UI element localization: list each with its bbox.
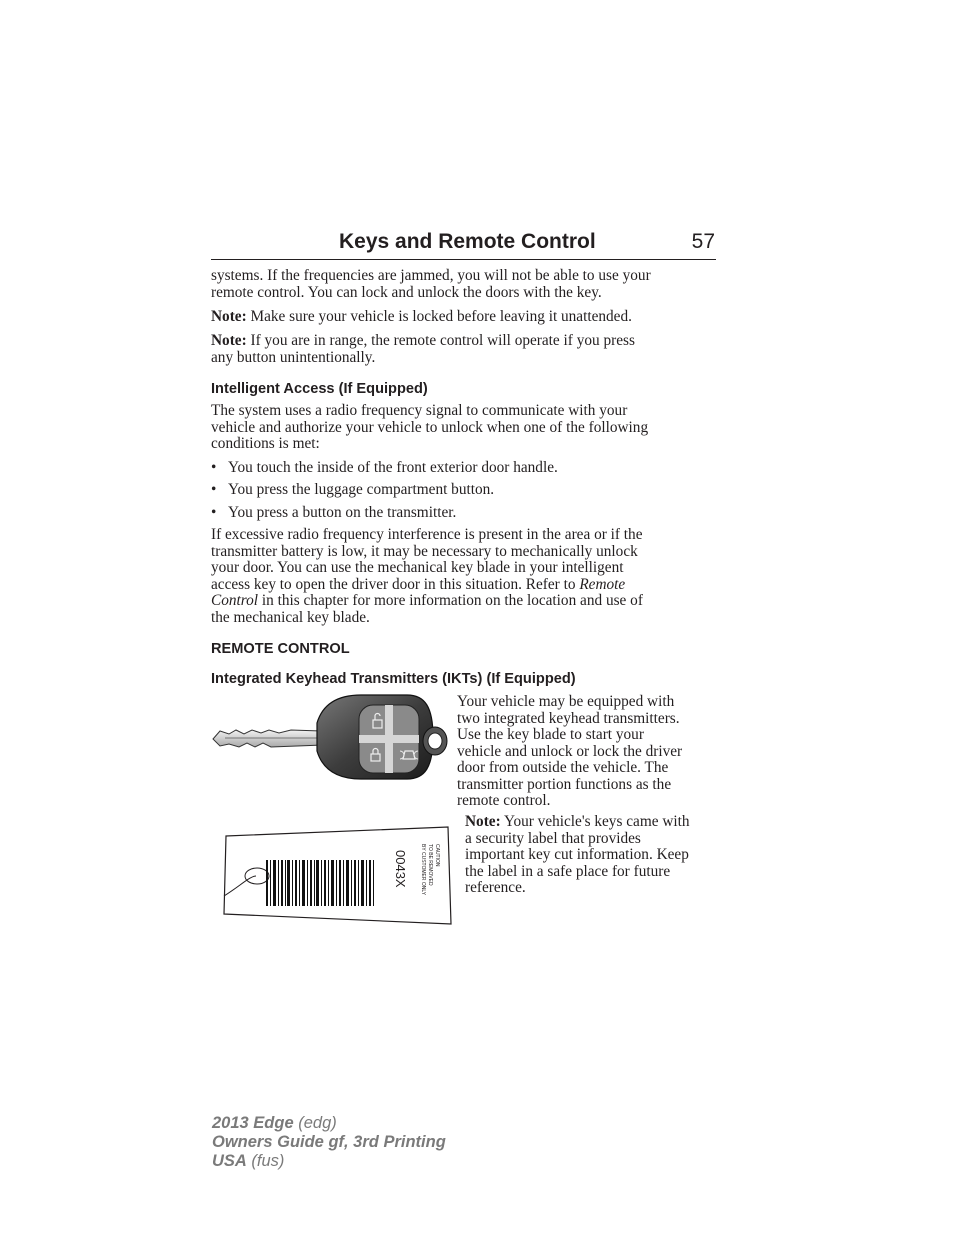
- paragraph-line: remote control.: [457, 792, 551, 809]
- paragraph-text: in this chapter for more information on the location and use of: [258, 592, 643, 609]
- cross-reference: Control: [211, 592, 259, 609]
- page-footer: [212, 1114, 446, 1171]
- paragraph-line: conditions is met:: [211, 435, 320, 452]
- paragraph-line: The system uses a radio frequency signal to communicate with your: [211, 402, 628, 419]
- note-text: reference.: [465, 879, 526, 896]
- label-code: 0043X: [393, 850, 408, 888]
- list-item: [211, 482, 716, 499]
- paragraph-line: Your vehicle may be equipped with: [457, 693, 675, 710]
- note-locked: [211, 309, 716, 326]
- bullet-dot: •: [211, 481, 217, 498]
- paragraph-line: vehicle and authorize your vehicle to unlock when one of the following: [211, 418, 649, 436]
- bullet-text: You press a button on the transmitter.: [228, 504, 457, 521]
- page-number: 57: [691, 230, 715, 253]
- section-title: Keys and Remote Control: [339, 230, 596, 253]
- note-range: [211, 333, 716, 366]
- note-label: Note:: [211, 332, 247, 349]
- footer-model: 2013 Edge: [212, 1114, 294, 1132]
- note-label: Note:: [211, 308, 247, 325]
- intelligent-access-heading: Intelligent Access (If Equipped): [211, 381, 428, 397]
- note-text: the label in a safe place for future: [465, 862, 671, 880]
- bullet-dot: •: [211, 504, 217, 521]
- paragraph-line: two integrated keyhead transmitters.: [457, 709, 680, 727]
- caution-line: BY CUSTOMER ONLY: [420, 844, 426, 896]
- footer-region: USA: [212, 1152, 247, 1170]
- bullet-text: You touch the inside of the front exterior door handle.: [228, 459, 558, 476]
- bullet-dot: •: [211, 459, 217, 476]
- intro-line: remote control. You can lock and unlock the doors with the key.: [211, 283, 602, 301]
- intro-paragraph: [211, 268, 716, 301]
- security-label-note: [465, 814, 717, 897]
- remote-control-heading: REMOTE CONTROL: [211, 641, 350, 657]
- footer-code: (edg): [293, 1114, 337, 1132]
- footer-region-code: (fus): [246, 1152, 285, 1170]
- caution-line: CAUTION: [434, 844, 440, 867]
- cross-reference: Remote: [579, 575, 626, 593]
- paragraph-line: door from outside the vehicle. The: [457, 759, 669, 776]
- paragraph-line: If excessive radio frequency interference is present in the area or if the: [211, 526, 643, 543]
- intelligent-access-paragraph: [211, 403, 716, 453]
- ikt-heading: Integrated Keyhead Transmitters (IKTs) (If Equipped): [211, 671, 576, 687]
- paragraph-text: access key to open the driver door in this situation. Refer to: [211, 575, 580, 593]
- key-fob-image: [211, 693, 451, 785]
- paragraph-line: your door. You can use the mechanical key blade in your intelligent: [211, 559, 624, 576]
- note-text: Make sure your vehicle is locked before leaving it unattended.: [246, 308, 632, 325]
- interference-paragraph: [211, 527, 716, 626]
- paragraph-line: transmitter battery is low, it may be necessary to mechanically unlock: [211, 542, 638, 560]
- note-label: Note:: [465, 813, 501, 830]
- list-item: [211, 460, 716, 477]
- note-text: a security label that provides: [465, 829, 641, 847]
- page-header: [211, 229, 716, 260]
- note-text: important key cut information. Keep: [465, 846, 689, 863]
- security-label-image: [220, 824, 454, 928]
- caution-line: TO BE REMOVED: [427, 844, 433, 886]
- note-text: Your vehicle's keys came with: [500, 813, 690, 830]
- paragraph-line: Use the key blade to start your: [457, 726, 644, 743]
- ikt-paragraph: [457, 694, 719, 810]
- list-item: [211, 505, 716, 522]
- note-text: any button unintentionally.: [211, 348, 376, 366]
- intro-line: systems. If the frequencies are jammed, you will not be able to use your: [211, 267, 651, 284]
- footer-guide: Owners Guide gf, 3rd Printing: [212, 1133, 446, 1151]
- paragraph-line: transmitter portion functions as the: [457, 775, 672, 793]
- paragraph-line: the mechanical key blade.: [211, 608, 370, 626]
- note-text: If you are in range, the remote control will operate if you press: [246, 332, 635, 349]
- paragraph-line: vehicle and unlock or lock the driver: [457, 742, 683, 760]
- bullet-text: You press the luggage compartment button.: [228, 481, 495, 498]
